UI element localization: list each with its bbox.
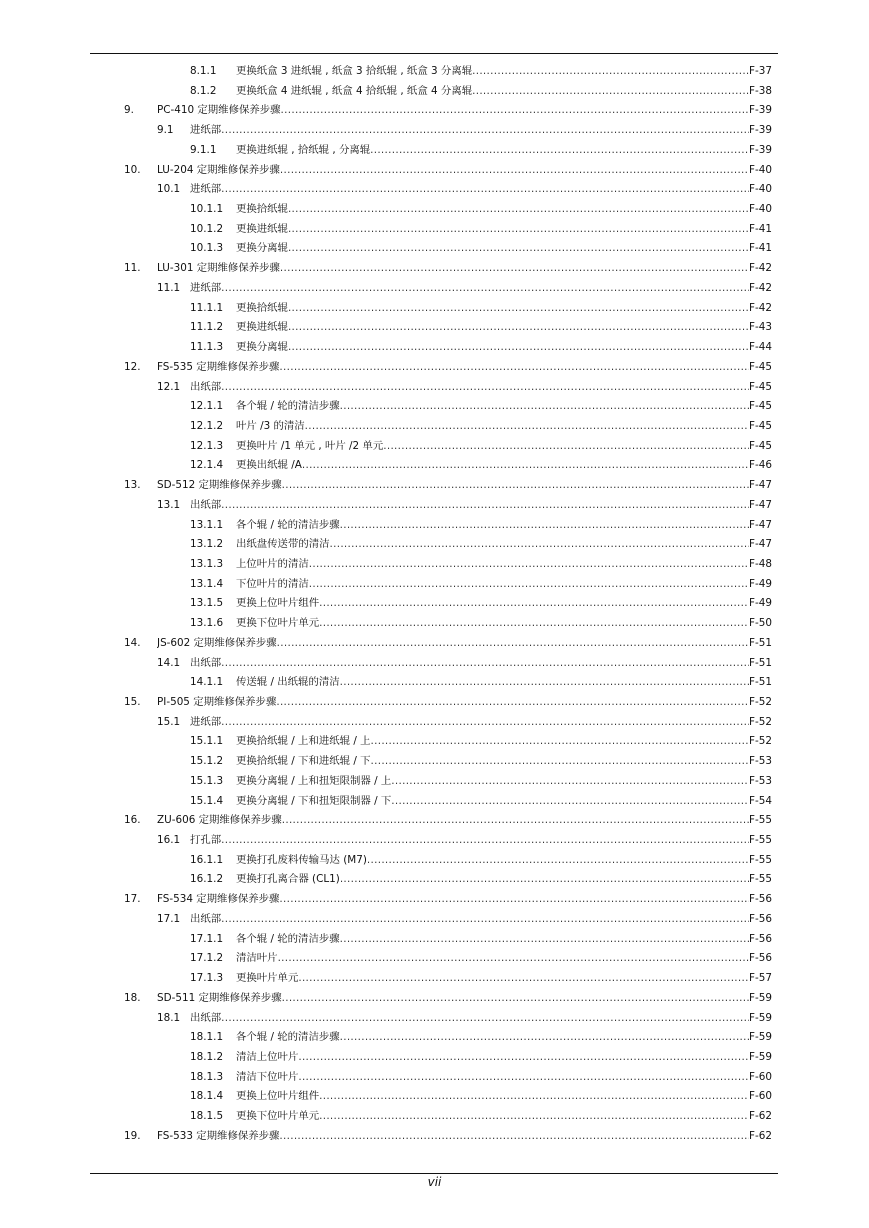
toc-entry-title: 更换纸盒 3 进纸辊 , 纸盒 3 拾纸辊 , 纸盒 3 分离辊 (236, 65, 473, 77)
toc-entry-title: PC-410 定期维修保养步骤 (157, 104, 281, 117)
toc-entry[interactable] (0, 1107, 869, 1127)
toc-entry-number: 16.1.1 (190, 853, 224, 866)
toc-entry-number: 14.1 (157, 656, 181, 669)
toc-entry-title: 清洁上位叶片 (236, 1050, 299, 1063)
toc-entry-title: 更换叶片单元 (236, 972, 299, 985)
toc-entry[interactable] (0, 476, 869, 496)
toc-entry-number: 13.1.2 (190, 538, 224, 551)
toc-entry-number: 13.1 (157, 498, 181, 511)
toc-entry-title: FS-533 定期维修保养步骤 (157, 1129, 280, 1142)
toc-entry-page: F-46 (749, 459, 772, 472)
dot-leader (221, 180, 749, 200)
toc-entry-number: 16.1.2 (190, 873, 224, 886)
dot-leader (340, 1028, 749, 1048)
toc-entry-number: 8.1.1 (190, 65, 217, 77)
toc-entry[interactable] (0, 101, 869, 121)
toc-entry-number: 11.1.3 (190, 341, 224, 354)
toc-entry-number: 13.1.1 (190, 518, 224, 531)
toc-entry-page: F-39 (749, 124, 772, 137)
toc-entry-page: F-51 (749, 676, 772, 689)
toc-entry-number: 18.1.4 (190, 1090, 224, 1103)
toc-entry[interactable] (0, 200, 869, 220)
toc-entry-title: 更换上位叶片组件 (236, 1090, 320, 1103)
toc-entry-title: 进纸部 (190, 124, 222, 137)
toc-entry-page: F-42 (749, 301, 772, 314)
toc-entry-title: 传送辊 / 出纸辊的清洁 (236, 676, 340, 689)
toc-entry-title: 各个辊 / 轮的清洁步骤 (236, 518, 340, 531)
toc-entry[interactable] (0, 930, 869, 950)
toc-entry-title: 更换分离辊 / 上和扭矩限制器 / 上 (236, 774, 392, 787)
toc-entry[interactable] (0, 437, 869, 457)
toc-entry-title: 各个辊 / 轮的清洁步骤 (236, 932, 340, 945)
toc-entry-number: 9.1.1 (190, 143, 217, 156)
toc-entry-page: F-55 (749, 814, 772, 827)
toc-entry-title: 叶片 /3 的清洁 (236, 419, 305, 432)
toc-entry[interactable] (0, 318, 869, 338)
toc-entry[interactable] (0, 1127, 869, 1147)
toc-entry-page: F-42 (749, 262, 772, 275)
toc-entry[interactable] (0, 1087, 869, 1107)
toc-entry-number: 11. (124, 262, 141, 275)
toc-entry-page: F-56 (749, 932, 772, 945)
toc-entry-page: F-56 (749, 912, 772, 925)
toc-entry-title: 更换拾纸辊 (236, 301, 288, 314)
toc-entry-number: 9.1 (157, 124, 174, 137)
dot-leader (221, 496, 749, 516)
toc-entry-number: 13.1.6 (190, 617, 224, 630)
toc-entry[interactable] (0, 516, 869, 536)
toc-entry[interactable] (0, 555, 869, 575)
dot-leader (391, 792, 749, 812)
toc-entry-page: F-49 (749, 597, 772, 610)
toc-entry-page: F-45 (749, 439, 772, 452)
dot-leader (302, 456, 749, 476)
toc-entry[interactable] (0, 989, 869, 1009)
dot-leader (298, 1068, 749, 1088)
toc-entry-title: 更换下位叶片单元 (236, 617, 320, 630)
toc-entry-page: F-45 (749, 380, 772, 393)
toc-entry-title: 各个辊 / 轮的清洁步骤 (236, 1031, 340, 1044)
dot-leader (330, 535, 750, 555)
toc-entry[interactable] (0, 121, 869, 141)
toc-entry-page: F-47 (749, 518, 772, 531)
toc-entry[interactable] (0, 378, 869, 398)
toc-entry-number: 8.1.2 (190, 84, 217, 97)
toc-entry-number: 12.1.3 (190, 439, 224, 452)
toc-entry-page: F-59 (749, 1031, 772, 1044)
toc-entry-title: SD-512 定期维修保养步骤 (157, 479, 282, 492)
toc-entry-title: 更换拾纸辊 / 上和进纸辊 / 上 (236, 735, 371, 748)
toc-entry-page: F-62 (749, 1129, 772, 1142)
toc-entry-page: F-60 (749, 1070, 772, 1083)
dot-leader (276, 693, 749, 713)
toc-entry[interactable] (0, 1068, 869, 1088)
toc-entry[interactable] (0, 1048, 869, 1068)
toc-entry-page: F-55 (749, 873, 772, 886)
toc-entry[interactable] (0, 535, 869, 555)
toc-entry[interactable] (0, 161, 869, 181)
dot-leader (371, 752, 750, 772)
toc-entry-page: F-53 (749, 774, 772, 787)
toc-entry-page: F-47 (749, 538, 772, 551)
toc-entry-title: 下位叶片的清洁 (236, 577, 309, 590)
toc-entry-number: 19. (124, 1129, 141, 1142)
toc-entry-title: 出纸部 (190, 912, 222, 925)
toc-entry-number: 15.1 (157, 715, 181, 728)
toc-entry[interactable] (0, 654, 869, 674)
dot-leader (280, 161, 749, 181)
dot-leader (282, 989, 749, 1009)
dot-leader (278, 949, 749, 969)
dot-leader (319, 614, 749, 634)
toc-entry-page: F-51 (749, 656, 772, 669)
toc-entry[interactable] (0, 811, 869, 831)
toc-entry-number: 18. (124, 991, 141, 1004)
toc-entry-number: 10.1.1 (190, 203, 224, 216)
dot-leader (340, 930, 749, 950)
toc-entry-number: 16.1 (157, 834, 181, 847)
toc-entry-page: F-59 (749, 1050, 772, 1063)
toc-entry[interactable] (0, 180, 869, 200)
toc-entry[interactable] (0, 949, 869, 969)
toc-entry[interactable] (0, 239, 869, 259)
dot-leader (472, 82, 749, 102)
toc-entry-number: 16. (124, 814, 141, 827)
toc-entry[interactable] (0, 62, 869, 82)
toc-entry-number: 15.1.3 (190, 774, 224, 787)
dot-leader (221, 831, 749, 851)
toc-entry-number: 18.1.5 (190, 1110, 224, 1123)
toc-entry[interactable] (0, 870, 869, 890)
toc-entry[interactable] (0, 594, 869, 614)
dot-leader (309, 575, 749, 595)
toc-entry-title: 更换进纸辊 (236, 222, 288, 235)
dot-leader (288, 239, 749, 259)
toc-entry-title: 出纸盘传送带的清洁 (236, 538, 330, 551)
dot-leader (367, 851, 749, 871)
toc-entry-title: 更换进纸辊 (236, 321, 288, 334)
toc-entry-title: 更换打孔离合器 (CL1) (236, 873, 340, 886)
toc-entry-title: ZU-606 定期维修保养步骤 (157, 814, 282, 827)
dot-leader (309, 555, 749, 575)
toc-entry-number: 18.1.1 (190, 1031, 224, 1044)
dot-leader (288, 220, 749, 240)
toc-entry-title: 出纸部 (190, 656, 222, 669)
dot-leader (221, 378, 749, 398)
toc-entry[interactable] (0, 910, 869, 930)
toc-entry[interactable] (0, 279, 869, 299)
dot-leader (221, 654, 749, 674)
toc-entry-number: 10.1.2 (190, 222, 224, 235)
toc-entry-number: 11.1.2 (190, 321, 224, 334)
toc-entry-number: 12. (124, 360, 141, 373)
toc-entry-title: LU-301 定期维修保养步骤 (157, 262, 280, 275)
toc-entry-page: F-56 (749, 893, 772, 906)
toc-entry-page: F-45 (749, 360, 772, 373)
toc-entry-number: 11.1 (157, 281, 181, 294)
page-number: vii (427, 1175, 442, 1189)
toc-entry-page: F-45 (749, 419, 772, 432)
toc-entry[interactable] (0, 338, 869, 358)
toc-entry-page: F-59 (749, 991, 772, 1004)
toc-entry[interactable] (0, 575, 869, 595)
toc-entry-title: 出纸部 (190, 380, 222, 393)
toc-entry-page: F-53 (749, 755, 772, 768)
toc-entry-number: 17.1.1 (190, 932, 224, 945)
toc-entry[interactable] (0, 397, 869, 417)
dot-leader (280, 259, 749, 279)
toc-entry-page: F-48 (749, 557, 772, 570)
toc-entry-number: 13.1.3 (190, 557, 224, 570)
toc-entry-title: PI-505 定期维修保养步骤 (157, 696, 277, 708)
toc-entry-number: 10.1 (157, 183, 181, 196)
toc-entry[interactable] (0, 792, 869, 812)
toc-entry-page: F-49 (749, 577, 772, 590)
toc-entry-number: 17.1.2 (190, 952, 224, 965)
dot-leader (221, 910, 749, 930)
toc-entry[interactable] (0, 220, 869, 240)
toc-entry-title: 更换分离辊 / 下和扭矩限制器 / 下 (236, 794, 392, 807)
toc-entry-title: 各个辊 / 轮的清洁步骤 (236, 400, 340, 413)
dot-leader (221, 121, 749, 141)
toc-entry-page: F-40 (749, 163, 772, 176)
toc-entry-number: 17. (124, 893, 141, 906)
toc-entry[interactable] (0, 634, 869, 654)
dot-leader (288, 200, 749, 220)
toc-entry-page: F-45 (749, 400, 772, 413)
toc-entry-title: LU-204 定期维修保养步骤 (157, 163, 280, 176)
toc-entry[interactable] (0, 890, 869, 910)
toc-entry-number: 12.1.1 (190, 400, 224, 413)
toc-entry-title: SD-511 定期维修保养步骤 (157, 991, 282, 1004)
dot-leader (340, 397, 749, 417)
toc-entry-page: F-41 (749, 242, 772, 255)
toc-entry[interactable] (0, 713, 869, 733)
toc-entry[interactable] (0, 732, 869, 752)
dot-leader (288, 299, 749, 319)
toc-entry-page: F-39 (749, 104, 772, 117)
dot-leader (319, 1107, 749, 1127)
toc-entry-page: F-56 (749, 952, 772, 965)
dot-leader (383, 437, 749, 457)
dot-leader (279, 1127, 749, 1147)
toc-entry-title: 清洁叶片 (236, 952, 278, 965)
toc-entry-title: 进纸部 (190, 281, 222, 294)
toc-entry-number: 18.1.3 (190, 1070, 224, 1083)
toc-entry-page: F-41 (749, 222, 772, 235)
toc-entry-number: 15. (124, 696, 141, 708)
toc-entry-page: F-47 (749, 479, 772, 492)
toc-entry-page: F-59 (749, 1011, 772, 1024)
toc-entry-number: 9. (124, 104, 134, 117)
toc-entry[interactable] (0, 259, 869, 279)
toc-entry[interactable] (0, 417, 869, 437)
toc-entry-title: 打孔部 (190, 834, 222, 847)
dot-leader (319, 1087, 749, 1107)
header-rule (90, 53, 778, 54)
dot-leader (319, 594, 749, 614)
toc-entry-page: F-52 (749, 696, 772, 708)
toc-entry[interactable] (0, 82, 869, 102)
toc-entry-title: 更换分离辊 (236, 341, 288, 354)
toc-entry-number: 18.1 (157, 1011, 181, 1024)
toc-entry-number: 13.1.4 (190, 577, 224, 590)
toc-entry-title: 出纸部 (190, 498, 222, 511)
toc-entry-page: F-47 (749, 498, 772, 511)
toc-entry-number: 10. (124, 163, 141, 176)
toc-entry[interactable] (0, 969, 869, 989)
dot-leader (340, 870, 749, 890)
toc-entry-title: 更换进纸辊 , 拾纸辊 , 分离辊 (236, 143, 371, 156)
toc-entry-number: 17.1 (157, 912, 181, 925)
dot-leader (391, 772, 749, 792)
dot-leader (472, 62, 749, 82)
toc-entry-page: F-39 (749, 143, 772, 156)
toc-entry[interactable] (0, 673, 869, 693)
toc-entry-page: F-62 (749, 1110, 772, 1123)
dot-leader (282, 811, 749, 831)
toc-entry-page: F-37 (749, 65, 772, 77)
dot-leader (281, 101, 750, 121)
toc-entry-page: F-52 (749, 735, 772, 748)
table-of-contents (0, 62, 869, 1147)
toc-entry-number: 13.1.5 (190, 597, 224, 610)
dot-leader (221, 1009, 749, 1029)
toc-entry-number: 18.1.2 (190, 1050, 224, 1063)
toc-entry[interactable] (0, 851, 869, 871)
toc-entry[interactable] (0, 831, 869, 851)
dot-leader (371, 732, 750, 752)
toc-entry-page: F-38 (749, 84, 772, 97)
toc-entry[interactable] (0, 299, 869, 319)
footer-rule (90, 1173, 778, 1174)
toc-entry-number: 13. (124, 479, 141, 492)
toc-entry-number: 12.1 (157, 380, 181, 393)
toc-entry-page: F-57 (749, 972, 772, 985)
toc-entry-number: 17.1.3 (190, 972, 224, 985)
toc-entry-title: FS-534 定期维修保养步骤 (157, 893, 280, 906)
dot-leader (288, 338, 749, 358)
toc-entry-page: F-40 (749, 183, 772, 196)
dot-leader (298, 1048, 749, 1068)
dot-leader (340, 673, 749, 693)
dot-leader (282, 476, 749, 496)
toc-entry-number: 15.1.1 (190, 735, 224, 748)
toc-entry[interactable] (0, 772, 869, 792)
toc-entry-page: F-50 (749, 617, 772, 630)
toc-entry[interactable] (0, 693, 869, 713)
toc-entry-page: F-42 (749, 281, 772, 294)
dot-leader (221, 279, 749, 299)
toc-entry-title: 更换下位叶片单元 (236, 1110, 320, 1123)
toc-entry[interactable] (0, 456, 869, 476)
dot-leader (288, 318, 749, 338)
toc-entry-page: F-44 (749, 341, 772, 354)
toc-entry-number: 15.1.2 (190, 755, 224, 768)
toc-entry-page: F-54 (749, 794, 772, 807)
toc-entry-page: F-51 (749, 636, 772, 649)
toc-entry-title: JS-602 定期维修保养步骤 (157, 636, 277, 649)
toc-entry[interactable] (0, 1009, 869, 1029)
toc-entry-page: F-60 (749, 1090, 772, 1103)
toc-entry-number: 12.1.2 (190, 419, 224, 432)
toc-entry-title: 更换纸盒 4 进纸辊 , 纸盒 4 拾纸辊 , 纸盒 4 分离辊 (236, 84, 473, 97)
toc-entry-title: 更换分离辊 (236, 242, 288, 255)
toc-entry-title: 清洁下位叶片 (236, 1070, 299, 1083)
dot-leader (370, 141, 749, 161)
dot-leader (279, 358, 749, 378)
toc-entry-title: 上位叶片的清洁 (236, 557, 309, 570)
toc-entry-number: 10.1.3 (190, 242, 224, 255)
toc-entry-title: FS-535 定期维修保养步骤 (157, 360, 280, 373)
toc-entry-title: 进纸部 (190, 183, 222, 196)
dot-leader (340, 516, 749, 536)
dot-leader (277, 634, 749, 654)
dot-leader (305, 417, 749, 437)
toc-entry-title: 出纸部 (190, 1011, 222, 1024)
toc-entry-title: 更换上位叶片组件 (236, 597, 320, 610)
toc-entry[interactable] (0, 496, 869, 516)
toc-entry-title: 更换拾纸辊 / 下和进纸辊 / 下 (236, 755, 371, 768)
toc-entry[interactable] (0, 141, 869, 161)
toc-entry-number: 14.1.1 (190, 676, 224, 689)
toc-entry-page: F-55 (749, 834, 772, 847)
dot-leader (221, 713, 749, 733)
toc-entry[interactable] (0, 752, 869, 772)
toc-entry-title: 更换叶片 /1 单元 , 叶片 /2 单元 (236, 439, 384, 452)
toc-entry-page: F-40 (749, 203, 772, 216)
dot-leader (279, 890, 749, 910)
toc-entry-title: 进纸部 (190, 715, 222, 728)
toc-entry-title: 更换打孔废料传输马达 (M7) (236, 853, 367, 866)
toc-entry-number: 15.1.4 (190, 794, 224, 807)
toc-entry-page: F-43 (749, 321, 772, 334)
dot-leader (298, 969, 749, 989)
toc-entry-number: 14. (124, 636, 141, 649)
toc-entry-page: F-55 (749, 853, 772, 866)
toc-entry[interactable] (0, 358, 869, 378)
toc-entry-title: 更换出纸辊 /A (236, 459, 302, 472)
toc-entry-number: 12.1.4 (190, 459, 224, 472)
toc-entry[interactable] (0, 1028, 869, 1048)
toc-entry-title: 更换拾纸辊 (236, 203, 288, 216)
toc-entry-page: F-52 (749, 715, 772, 728)
toc-entry[interactable] (0, 614, 869, 634)
toc-entry-number: 11.1.1 (190, 301, 224, 314)
